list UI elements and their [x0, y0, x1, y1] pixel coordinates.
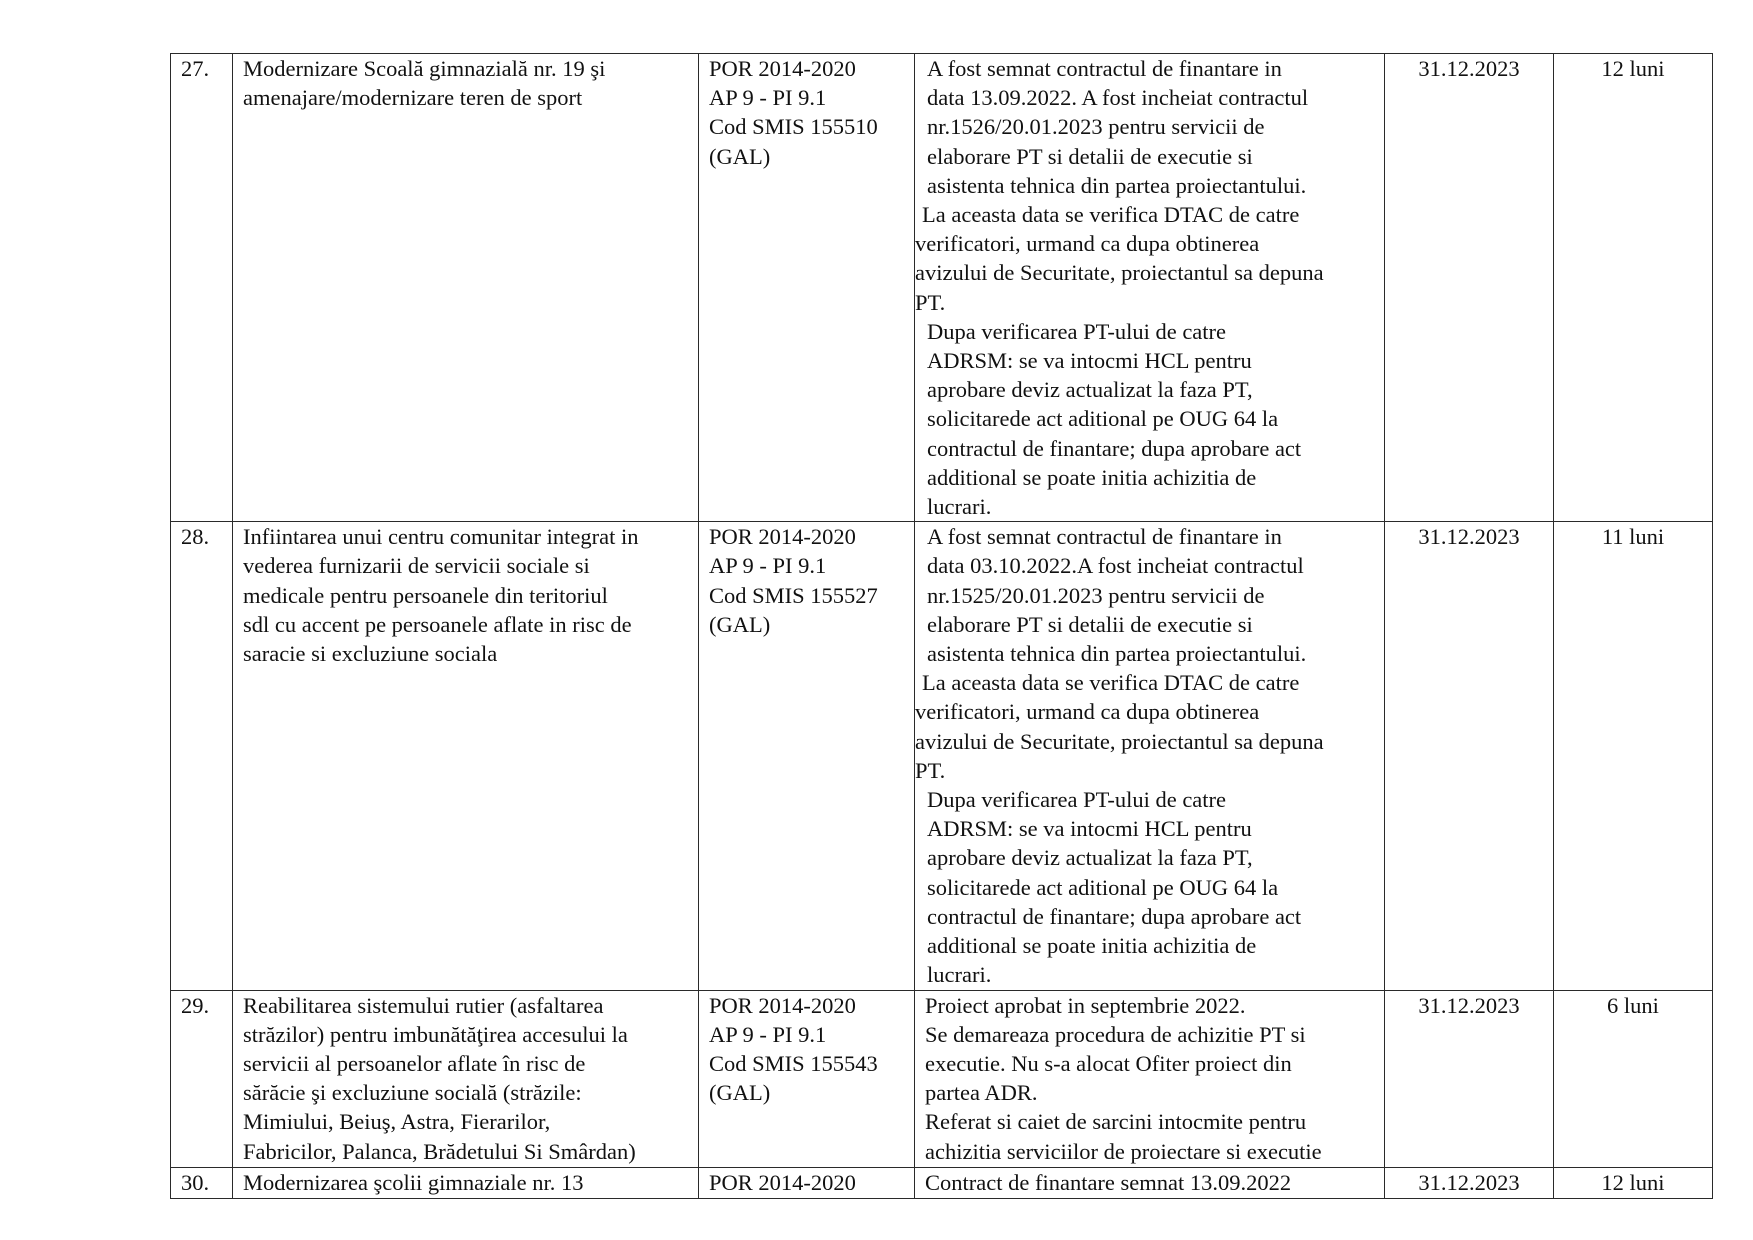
project-status: A fost semnat contractul de finantare in data 03.10.2022.A fost incheiat contractul nr.1525/20.01.2023 pentru servicii de elaborare PT si detalii de executie si asistenta tehnica din partea proiectantului. La aceasta data se verifica DTAC de catre verificatori, urmand ca dupa obtinerea avizului de Securitate, proiectantul sa depuna PT. Dupa verificarea PT-ului de catre ADRSM: se va intocmi HCL pentru aprobare deviz actualizat la faza PT, solicitarede act aditional pe OUG 64 la contractul de finantare; dupa aprobare act additional se poate initia achizitia de lucrari. [915, 522, 1385, 990]
project-title: Modernizarea şcolii gimnaziale nr. 13 [233, 1167, 699, 1198]
funding-program: POR 2014-2020 AP 9 - PI 9.1 Cod SMIS 155543 (GAL) [699, 990, 915, 1167]
funding-program: POR 2014-2020 [699, 1167, 915, 1198]
project-title: Modernizare Scoală gimnazială nr. 19 şi amenajare/modernizare teren de sport [233, 54, 699, 522]
deadline: 31.12.2023 [1385, 54, 1554, 522]
deadline: 31.12.2023 [1385, 522, 1554, 990]
project-status: Proiect aprobat in septembrie 2022. Se demareaza procedura de achizitie PT si executie. Nu s-a alocat Ofiter proiect din partea ADR. Referat si caiet de sarcini intocmite pentru achizitia serviciilor de proiectare si executie [915, 990, 1385, 1167]
row-number: 28. [171, 522, 233, 990]
project-title: Reabilitarea sistemului rutier (asfaltarea străzilor) pentru imbunătăţirea accesului la servicii al persoanelor aflate în risc de sărăcie şi excluziune socială (străzile: Mimiului, Beiuş, Astra, Fierarilor, Fabricilor, Palanca, Brădetului Si Smârdan) [233, 990, 699, 1167]
table-row [171, 990, 1713, 1167]
row-number: 30. [171, 1167, 233, 1198]
table-row [171, 54, 1713, 522]
duration: 11 luni [1554, 522, 1713, 990]
table-row [171, 522, 1713, 990]
funding-program: POR 2014-2020 AP 9 - PI 9.1 Cod SMIS 155527 (GAL) [699, 522, 915, 990]
table-row [171, 1167, 1713, 1198]
project-status: Contract de finantare semnat 13.09.2022 [915, 1167, 1385, 1198]
deadline: 31.12.2023 [1385, 1167, 1554, 1198]
project-title: Infiintarea unui centru comunitar integrat in vederea furnizarii de servicii sociale si medicale pentru persoanele din teritoriul sdl cu accent pe persoanele aflate in risc de saracie si excluziune sociala [233, 522, 699, 990]
funding-program: POR 2014-2020 AP 9 - PI 9.1 Cod SMIS 155510 (GAL) [699, 54, 915, 522]
deadline: 31.12.2023 [1385, 990, 1554, 1167]
projects-table [170, 53, 1713, 1199]
row-number: 27. [171, 54, 233, 522]
duration: 12 luni [1554, 1167, 1713, 1198]
duration: 12 luni [1554, 54, 1713, 522]
project-status: A fost semnat contractul de finantare in data 13.09.2022. A fost incheiat contractul nr.1526/20.01.2023 pentru servicii de elaborare PT si detalii de executie si asistenta tehnica din partea proiectantului. La aceasta data se verifica DTAC de catre verificatori, urmand ca dupa obtinerea avizului de Securitate, proiectantul sa depuna PT. Dupa verificarea PT-ului de catre ADRSM: se va intocmi HCL pentru aprobare deviz actualizat la faza PT, solicitarede act aditional pe OUG 64 la contractul de finantare; dupa aprobare act additional se poate initia achizitia de lucrari. [915, 54, 1385, 522]
duration: 6 luni [1554, 990, 1713, 1167]
row-number: 29. [171, 990, 233, 1167]
